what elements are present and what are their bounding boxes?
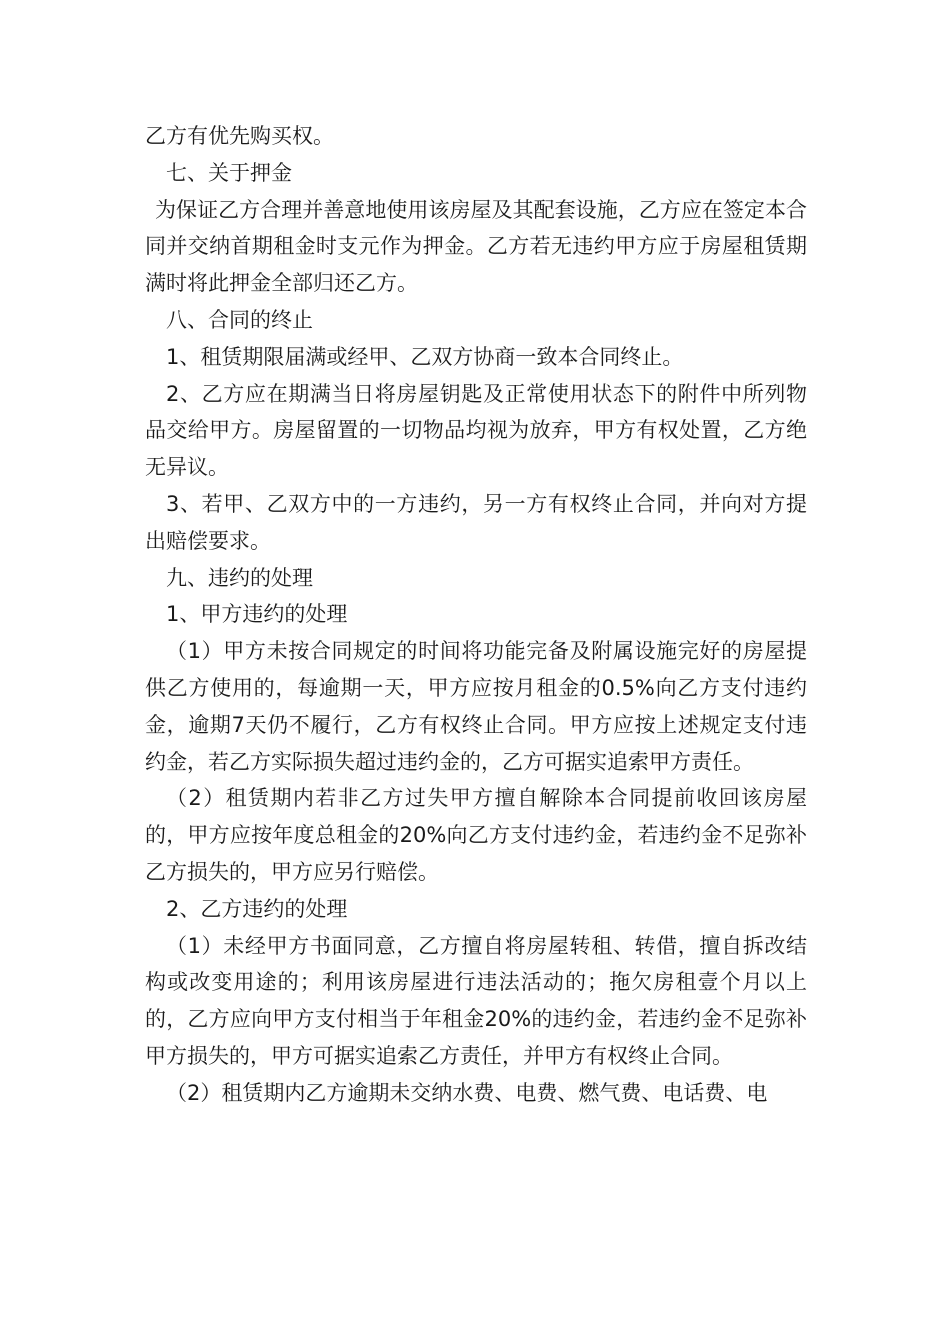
paragraph-party-b-breach-1: （1）未经甲方书面同意，乙方擅自将房屋转租、转借，擅自拆改结构或改变用途的；利用该房屋进行违法活动的；拖欠房租壹个月以上的，乙方应向甲方支付相当于年租金20%的违约金，若违约金不足弥补甲方损失的，甲方可据实追索乙方责任，并甲方有权终止合同。 [145, 933, 807, 1068]
paragraph-party-a-breach-1: （1）甲方未按合同规定的时间将功能完备及附属设施完好的房屋提供乙方使用的，每逾期一天，甲方应按月租金的0.5%向乙方支付违约金，逾期7天仍不履行，乙方有权终止合同。甲方应按上述规定支付违约金，若乙方实际损失超过违约金的，乙方可据实追索甲方责任。 [145, 639, 807, 774]
paragraph-termination-1: 1、租赁期限届满或经甲、乙双方协商一致本合同终止。 [166, 344, 684, 369]
paragraph-purchase-right: 乙方有优先购买权。 [145, 124, 334, 148]
subheading-party-b-breach: 2、乙方违约的处理 [166, 896, 348, 921]
heading-breach: 九、违约的处理 [166, 565, 313, 590]
paragraph-termination-2: 2、乙方应在期满当日将房屋钥匙及正常使用状态下的附件中所列物品交给甲方。房屋留置的一切物品均视为放弃，甲方有权处置，乙方绝无异议。 [145, 381, 807, 480]
paragraph-termination-3: 3、若甲、乙双方中的一方违约，另一方有权终止合同，并向对方提出赔偿要求。 [145, 491, 807, 553]
paragraph-deposit: 为保证乙方合理并善意地使用该房屋及其配套设施，乙方应在签定本合同并交纳首期租金时支元作为押金。乙方若无违约甲方应于房屋租赁期满时将此押金全部归还乙方。 [145, 197, 807, 296]
heading-termination: 八、合同的终止 [166, 307, 313, 332]
heading-deposit: 七、关于押金 [166, 160, 292, 185]
document-body [145, 118, 807, 1112]
paragraph-party-b-breach-2: （2）租赁期内乙方逾期未交纳水费、电费、燃气费、电话费、电 [166, 1080, 768, 1105]
paragraph-party-a-breach-2: （2）租赁期内若非乙方过失甲方擅自解除本合同提前收回该房屋的，甲方应按年度总租金的20%向乙方支付违约金，若违约金不足弥补乙方损失的，甲方应另行赔偿。 [145, 786, 807, 884]
subheading-party-a-breach: 1、甲方违约的处理 [166, 602, 348, 627]
